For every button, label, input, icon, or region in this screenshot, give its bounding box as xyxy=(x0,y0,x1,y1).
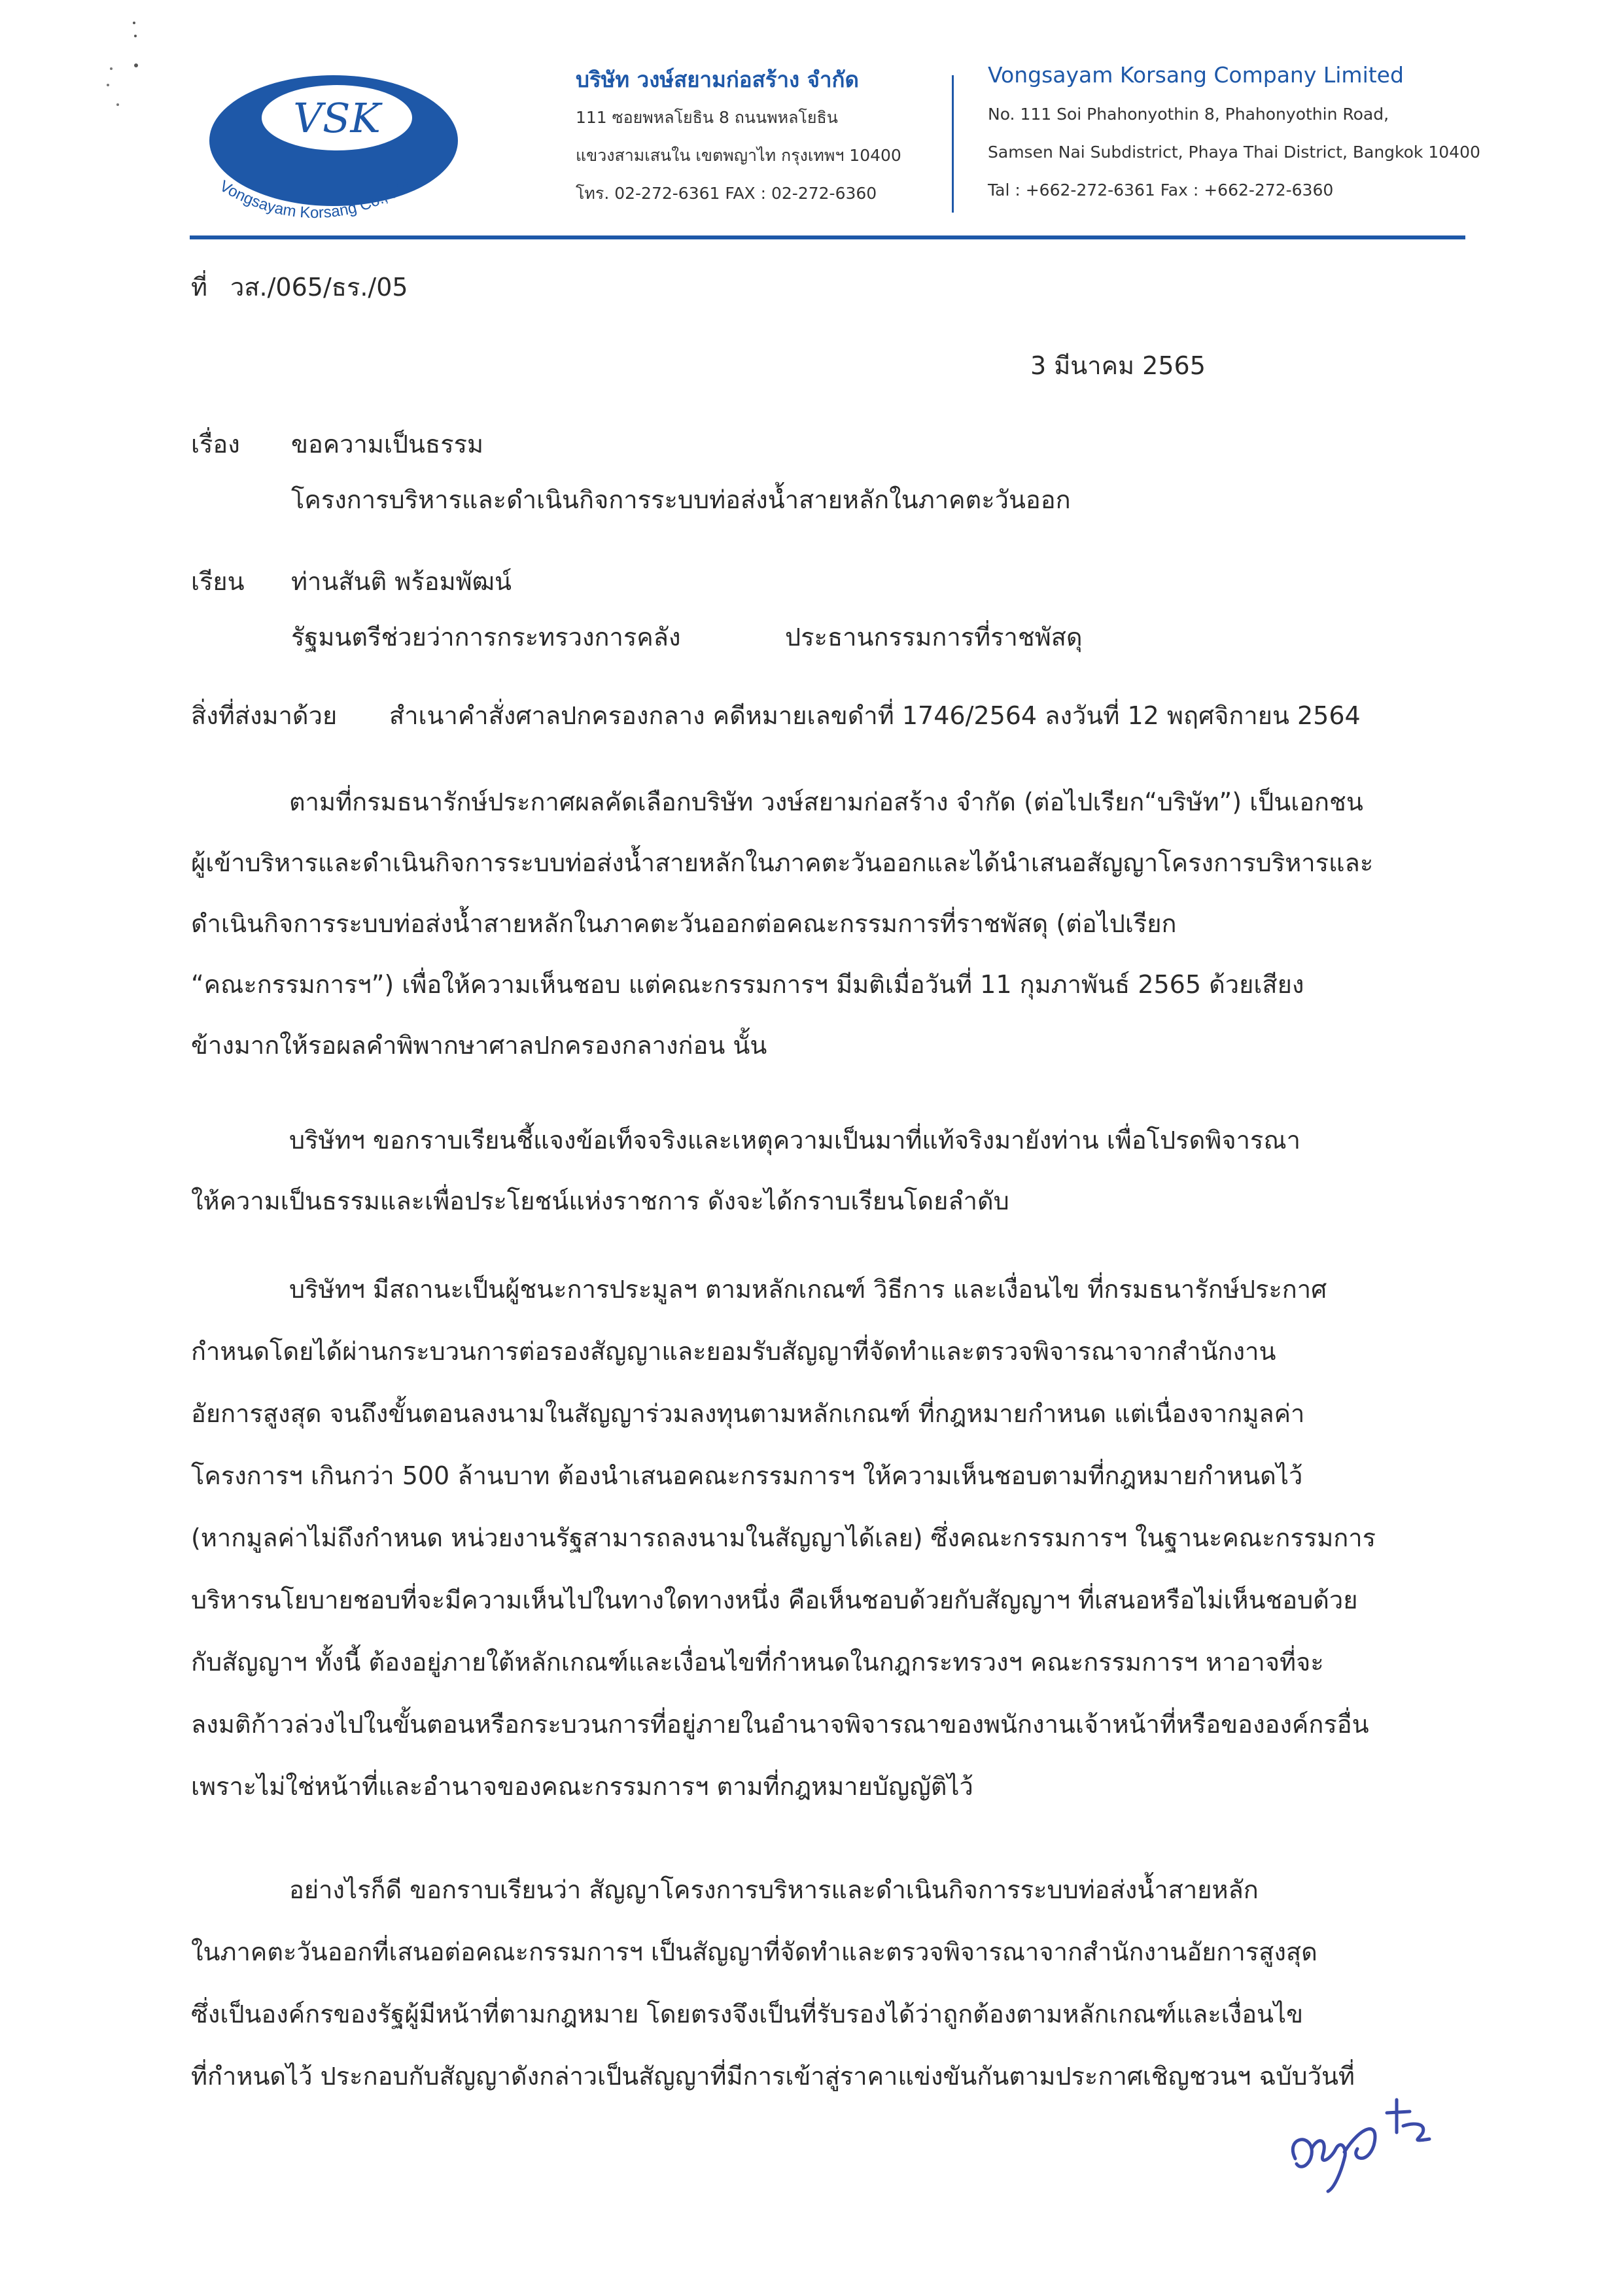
paragraph-line: อัยการสูงสุด จนถึงขั้นตอนลงนามในสัญญาร่วมลงทุนตามหลักเกณฑ์ ที่กฎหมายกำหนด แต่เนื่องจากมูลค่า xyxy=(191,1399,1305,1428)
address-th-line-2: แขวงสามเสนใน เขตพญาไท กรุงเทพฯ 10400 xyxy=(576,146,901,165)
to-position: รัฐมนตรีช่วยว่าการกระทรวงการคลัง xyxy=(291,623,681,652)
paragraph-line: บริหารนโยบายชอบที่จะมีความเห็นไปในทางใดทางหนึ่ง คือเห็นชอบด้วยกับสัญญาฯ ที่เสนอหรือไม่เห็นชอบด้วย xyxy=(191,1586,1358,1614)
paragraph-line: อย่างไรก็ดี ขอกราบเรียนว่า สัญญาโครงการบริหารและดำเนินกิจการระบบท่อส่งน้ำสายหลัก xyxy=(289,1875,1259,1904)
address-en-line-1: No. 111 Soi Phahonyothin 8, Phahonyothin Road, xyxy=(988,105,1389,124)
to-label: เรียน xyxy=(191,567,245,596)
paragraph-line: ผู้เข้าบริหารและดำเนินกิจการระบบท่อส่งน้ำสายหลักในภาคตะวันออกและได้นำเสนอสัญญาโครงการบริหารและ xyxy=(191,848,1374,877)
company-name-th: บริษัท วงษ์สยามก่อสร้าง จำกัด xyxy=(576,67,859,92)
paragraph-line: ในภาคตะวันออกที่เสนอต่อคณะกรรมการฯ เป็นสัญญาที่จัดทำและตรวจพิจารณาจากสำนักงานอัยการสูงสุด xyxy=(191,1938,1318,1966)
logo-ring-text: Vongsayam Korsang Co., Ltd. xyxy=(217,174,418,222)
paragraph-line: บริษัทฯ มีสถานะเป็นผู้ชนะการประมูลฯ ตามหลักเกณฑ์ วิธีการ และเงื่อนไข ที่กรมธนารักษ์ประกาศ xyxy=(289,1275,1327,1304)
subject-line-2: โครงการบริหารและดำเนินกิจการระบบท่อส่งน้ำสายหลักในภาคตะวันออก xyxy=(291,485,1071,514)
scan-marks xyxy=(52,13,183,144)
company-logo xyxy=(203,69,464,232)
contact-th-line: โทร. 02-272-6361 FAX : 02-272-6360 xyxy=(576,184,877,203)
to-name: ท่านสันติ พร้อมพัฒน์ xyxy=(291,567,512,596)
paragraph-line: โครงการฯ เกินกว่า 500 ล้านบาท ต้องนำเสนอคณะกรรมการฯ ให้ความเห็นชอบตามที่กฎหมายกำหนดไว้ xyxy=(191,1461,1303,1490)
company-name-en: Vongsayam Korsang Company Limited xyxy=(988,62,1404,88)
letter-date: 3 มีนาคม 2565 xyxy=(1030,351,1206,380)
subject-line-1: ขอความเป็นธรรม xyxy=(291,430,484,459)
paragraph-line: กำหนดโดยได้ผ่านกระบวนการต่อรองสัญญาและยอมรับสัญญาที่จัดทำและตรวจพิจารณาจากสำนักงาน xyxy=(191,1337,1276,1366)
handwritten-initials xyxy=(1282,2087,1452,2204)
enclosure-label: สิ่งที่ส่งมาด้วย xyxy=(191,701,338,730)
paragraph-line: กับสัญญาฯ ทั้งนี้ ต้องอยู่ภายใต้หลักเกณฑ์และเงื่อนไขที่กำหนดในกฎกระทรวงฯ คณะกรรมการฯ หาอาจที่จะ xyxy=(191,1648,1324,1677)
address-th-line-1: 111 ซอยพหลโยธิน 8 ถนนพหลโยธิน xyxy=(576,108,838,127)
paragraph-line: ดำเนินกิจการระบบท่อส่งน้ำสายหลักในภาคตะวันออกต่อคณะกรรมการที่ราชพัสดุ (ต่อไปเรียก xyxy=(191,909,1177,938)
to-position-2: ประธานกรรมการที่ราชพัสดุ xyxy=(785,623,1083,652)
ref-number: วส./065/ธร./05 xyxy=(230,273,408,302)
paragraph-line: ตามที่กรมธนารักษ์ประกาศผลคัดเลือกบริษัท วงษ์สยามก่อสร้าง จำกัด (ต่อไปเรียก“บริษัท”) เป็นเอกชน xyxy=(289,788,1363,816)
paragraph-line: ที่กำหนดไว้ ประกอบกับสัญญาดังกล่าวเป็นสัญญาที่มีการเข้าสู่ราคาแข่งขันกันตามประกาศเชิญชวนฯ ฉบับวันที่ xyxy=(191,2062,1355,2091)
address-en-line-2: Samsen Nai Subdistrict, Phaya Thai District, Bangkok 10400 xyxy=(988,143,1480,162)
paragraph-line: ให้ความเป็นธรรมและเพื่อประโยชน์แห่งราชการ ดังจะได้กราบเรียนโดยลำดับ xyxy=(191,1187,1009,1215)
paragraph-line: ข้างมากให้รอผลคำพิพากษาศาลปกครองกลางก่อน นั้น xyxy=(191,1031,767,1060)
paragraph-line: บริษัทฯ ขอกราบเรียนชี้แจงข้อเท็จจริงและเหตุความเป็นมาที่แท้จริงมายังท่าน เพื่อโปรดพิจารณา xyxy=(289,1126,1300,1155)
enclosure-text: สำเนาคำสั่งศาลปกครองกลาง คดีหมายเลขดำที่ 1746/2564 ลงวันที่ 12 พฤศจิกายน 2564 xyxy=(389,701,1361,730)
letterhead-rule xyxy=(190,235,1465,239)
paragraph-line: ลงมติก้าวล่วงไปในขั้นตอนหรือกระบวนการที่อยู่ภายในอำนาจพิจารณาของพนักงานเจ้าหน้าที่หรือขององค์กรอื่น xyxy=(191,1710,1369,1739)
paragraph-line: (หากมูลค่าไม่ถึงกำหนด หน่วยงานรัฐสามารถลงนามในสัญญาได้เลย) ซึ่งคณะกรรมการฯ ในฐานะคณะกรรมการ xyxy=(191,1523,1376,1552)
paragraph-line: เพราะไม่ใช่หน้าที่และอำนาจของคณะกรรมการฯ ตามที่กฎหมายบัญญัติไว้ xyxy=(191,1772,973,1801)
letterhead-divider xyxy=(952,75,954,213)
contact-en-line: Tal : +662-272-6361 Fax : +662-272-6360 xyxy=(988,181,1334,200)
paragraph-line: “คณะกรรมการฯ”) เพื่อให้ความเห็นชอบ แต่คณะกรรมการฯ มีมติเมื่อวันที่ 11 กุมภาพันธ์ 2565 ด้วยเสียง xyxy=(191,970,1304,999)
logo-text: VSK xyxy=(293,94,381,142)
paragraph-line: ซึ่งเป็นองค์กรของรัฐผู้มีหน้าที่ตามกฎหมาย โดยตรงจึงเป็นที่รับรองได้ว่าถูกต้องตามหลักเกณฑ์และเงื่อนไข xyxy=(191,2000,1304,2028)
ref-label: ที่ xyxy=(191,273,208,302)
subject-label: เรื่อง xyxy=(191,430,240,459)
